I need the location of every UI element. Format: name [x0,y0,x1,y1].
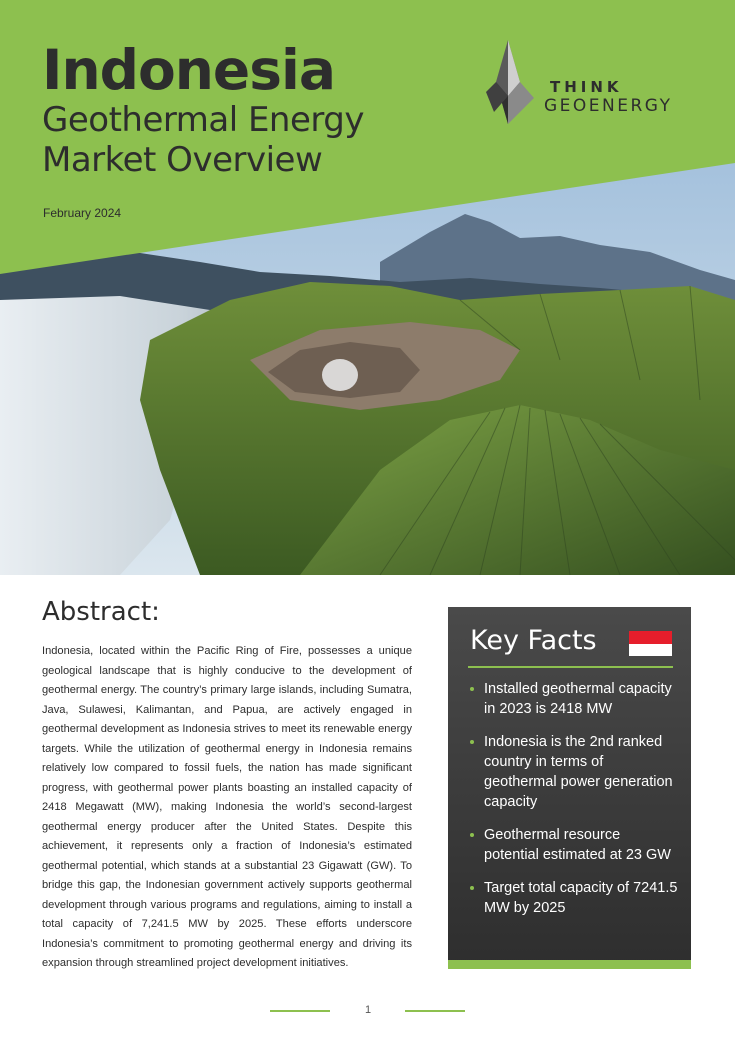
think-geoenergy-logo [486,40,696,126]
key-facts-list [468,679,678,931]
footer-rule-left [270,1010,330,1012]
key-fact-item: Geothermal resource potential estimated at 23 GW [468,825,678,865]
key-facts-heading: Key Facts [470,625,597,656]
key-fact-item: Target total capacity of 7241.5 MW by 2025 [468,878,678,918]
bullet-icon [470,886,474,890]
title-block [42,40,364,180]
key-facts-panel [448,607,691,968]
abstract-body: Indonesia, located within the Pacific Ring of Fire, possesses a unique geological landscape that is highly conducive to the development of geothermal energy. The country’s primary large islands, including Sumatra, Java, Sulawesi, Kalimantan, and Papua, are actively engaged in geothermal development as Indonesia strives to meet its renewable energy targets. While the utilization of geothermal energy in Indonesia remains relatively low compared to fossil fuels, the nation has made significant progress, with geothermal power plants boasting an installed capacity of 2418 Megawatt (MW), making Indonesia the world’s second-largest geothermal energy producer after the United States. Despite this achievement, it represents only a fraction of Indonesia’s estimated geothermal potential, which stands at a substantial 23 Gigawatt (GW). To bridge this gap, the Indonesian government actively supports geothermal development through various programs and regulations, aiming to install a total capacity of 7,241.5 MW by 2025. These efforts underscore Indonesia’s commitment to promoting geothermal energy and driving its expansion through streamlined project development initiatives. [42,645,412,969]
logo-text-geoenergy: GEOENERGY [544,96,673,116]
page-subtitle-line2: Market Overview [42,140,323,180]
key-fact-item: Indonesia is the 2nd ranked country in terms of geothermal power generation capacity [468,732,678,812]
bullet-icon [470,687,474,691]
key-facts-accent-bar [448,960,691,969]
abstract-heading: Abstract: [42,597,160,627]
footer-rule-right [405,1010,465,1012]
key-facts-divider [468,666,673,668]
indonesia-flag-icon [629,631,672,656]
bullet-icon [470,833,474,837]
page-number: 1 [364,1004,372,1016]
page-subtitle-line1: Geothermal Energy [42,100,364,140]
page-title: Indonesia [42,38,335,102]
logo-text-think: THINK [550,78,623,96]
key-fact-item: Installed geothermal capacity in 2023 is 2418 MW [468,679,678,719]
publication-date: February 2024 [43,206,122,220]
logo-mark-icon [486,40,540,126]
bullet-icon [470,740,474,744]
